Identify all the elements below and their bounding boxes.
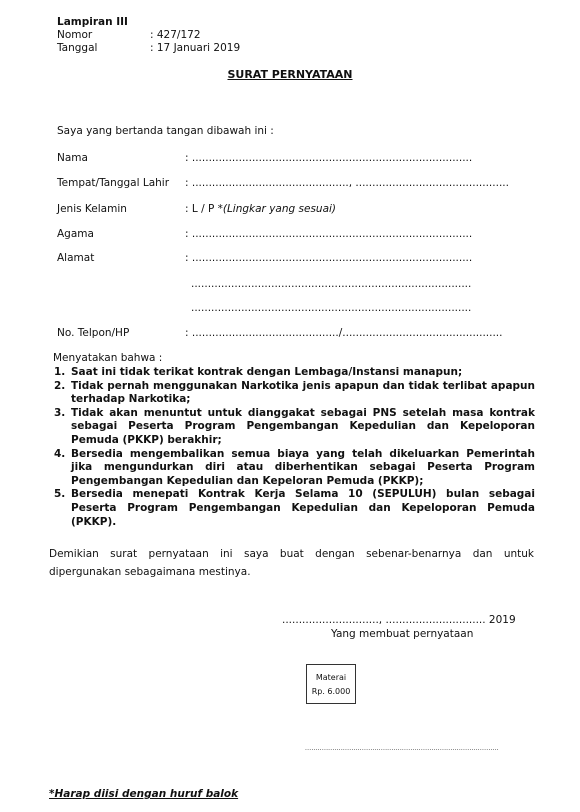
agama-field: : ....................................................................................	[185, 228, 473, 240]
alamat-label: Alamat	[57, 252, 95, 264]
materai-label: Materai	[315, 673, 347, 682]
maker-label: Yang membuat pernyataan	[331, 628, 474, 640]
telp-field: : ............................................/................................................	[185, 327, 503, 339]
list-item: 5. Bersedia menepati Kontrak Kerja Selama 10 (SEPULUH) bulan sebagai Peserta Program Pengembangan Kepedulian dan Kepeloporan Pemuda (PKKP).	[54, 488, 535, 528]
closing-paragraph: Demikian surat pernyataan ini saya buat dengan sebenar-benarnya dan untuk dipergunakan sebagaimana mestinya.	[49, 548, 534, 578]
telp-label: No. Telpon/HP	[57, 327, 130, 339]
jenis-kelamin-note: (Lingkar yang sesuai)	[222, 203, 337, 215]
materai-box	[306, 664, 356, 704]
alamat-field: : ....................................................................................	[185, 252, 473, 264]
jenis-kelamin-value: : L / P *	[185, 203, 223, 215]
alamat-line-3: ....................................................................................	[191, 302, 472, 314]
list-item: 2. Tidak pernah menggunakan Narkotika jenis apapun dan tidak terlibat apapun terhadap Narkotika;	[54, 379, 535, 406]
page-title: SURAT PERNYATAAN	[227, 68, 353, 81]
nama-field: : ....................................................................................	[185, 152, 473, 164]
jenis-kelamin-field	[185, 203, 336, 215]
signature-name-line: ............................................................................................	[305, 745, 499, 752]
intro-text: Saya yang bertanda tangan dibawah ini :	[57, 125, 274, 137]
agama-label: Agama	[57, 228, 94, 240]
tanggal-label: Tanggal	[57, 42, 98, 54]
list-item: 3. Tidak akan menuntut untuk dianggakat sebagai PNS setelah masa kontrak sebagai Peserta Program Pengembangan Kepedulian dan Kepeloporan Pemuda (PKKP) berakhir;	[54, 406, 535, 446]
menyatakan-label: Menyatakan bahwa :	[53, 352, 163, 364]
nama-label: Nama	[57, 152, 88, 164]
ttl-label: Tempat/Tanggal Lahir	[57, 177, 170, 189]
place-date-line: ............................., .............................. 2019	[282, 614, 516, 626]
list-item: 4. Bersedia mengembalikan semua biaya yang telah dikeluarkan Pemerintah jika mengundurkan diri atau diberhentikan sebagai Peserta Program Pengembangan Kepedulian dan Kepeloran Pemuda (PKKP);	[54, 447, 535, 487]
tanggal-value: : 17 Januari 2019	[150, 42, 241, 54]
materai-amount: Rp. 6.000	[311, 687, 351, 696]
alamat-line-2: ....................................................................................	[191, 278, 472, 290]
jenis-kelamin-label: Jenis Kelamin	[57, 203, 127, 215]
nomor-value: : 427/172	[150, 29, 201, 41]
ttl-field: : ..............................................., ..............................................	[185, 177, 509, 189]
list-item: 1. Saat ini tidak terikat kontrak dengan Lembaga/Instansi manapun;	[54, 366, 463, 378]
footnote: *Harap diisi dengan huruf balok	[49, 788, 239, 800]
lampiran-label: Lampiran III	[57, 16, 128, 28]
statement-list	[54, 366, 535, 529]
nomor-label: Nomor	[57, 29, 93, 41]
